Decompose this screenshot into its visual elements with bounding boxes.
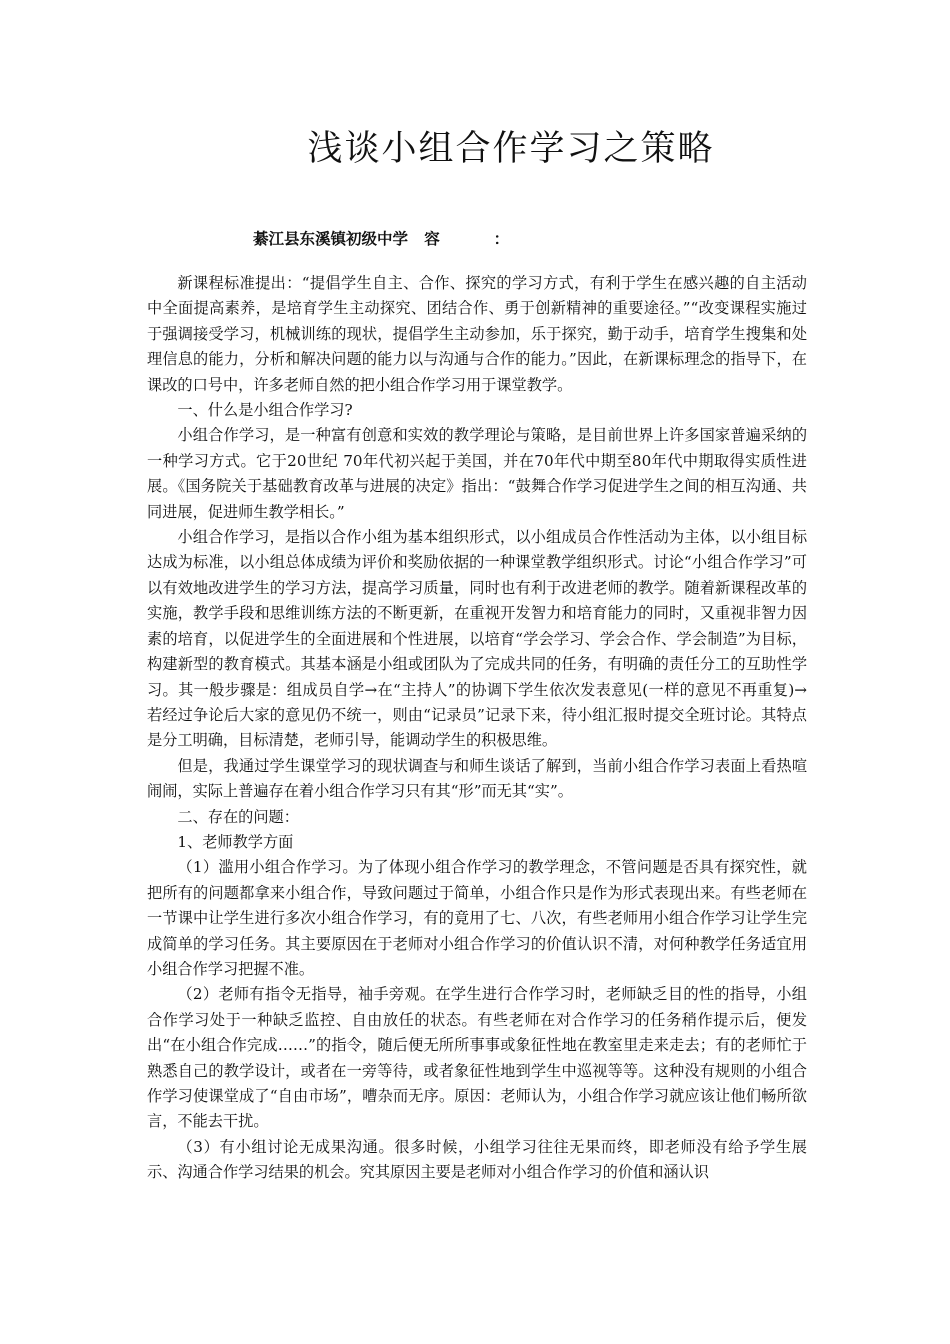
document-body (147, 271, 807, 1186)
section-heading-1: 一、什么是小组合作学习? (177, 401, 353, 420)
paragraph-intro: 新课程标准提出：“提倡学生自主、合作、探究的学习方式，有利于学生在感兴趣的自主活动中全面提高素养，是培育学生主动探究、团结合作、勇于创新精神的重要途径。”“改变课程实施过于强调接受学习，机械训练的现状，提倡学生主动参加，乐于探究，勤于动手，培育学生搜集和处理信息的能力，分析和解决问题的能力以与沟通与合作的能力。”因此，在新课标理念的指导下，在课改的口号中，许多老师自然的把小组合作学习用于课堂教学。 (147, 274, 807, 394)
paragraph-problem-2: （2）老师有指令无指导，袖手旁观。在学生进行合作学习时，老师缺乏目的性的指导，小组合作学习处于一种缺乏监控、自由放任的状态。有些老师在对合作学习的任务稍作提示后，便发出“在小组合作完成……”的指令，随后便无所所事事或象征性地在教室里走来走去；有的老师忙于熟悉自己的教学设计，或者在一旁等待，或者象征性地到学生中巡视等等。这种没有规则的小组合作学习使课堂成了“自由市场”，嘈杂而无序。原因：老师认为，小组合作学习就应该让他们畅所欲言，不能去干扰。 (147, 985, 807, 1131)
paragraph-problem-3: （3）有小组讨论无成果沟通。很多时候，小组学习往往无果而终，即老师没有给予学生展示、沟通合作学习结果的机会。究其原因主要是老师对小组合作学习的价值和涵认识 (147, 1137, 807, 1182)
section-heading-2: 二、存在的问题： (177, 807, 299, 826)
paragraph-definition-2: 小组合作学习，是指以合作小组为基本组织形式，以小组成员合作性活动为主体，以小组目标达成为标准，以小组总体成绩为评价和奖励依据的一种课堂教学组织形式。讨论“小组合作学习”可以有效地改进学生的学习方法，提高学习质量，同时也有利于改进老师的教学。随着新课程改革的实施，教学手段和思维训练方法的不断更新，在重视开发智力和培育能力的同时，又重视非智力因素的培育，以促进学生的全面进展和个性进展，以培育“学会学习、学会合作、学会制造”为目标，构建新型的教育模式。其基本涵是小组或团队为了完成共同的任务，有明确的责任分工的互助性学习。其一般步骤是：组成员自学→在“主持人”的协调下学生依次发表意见(一样的意见不再重复)→若经过争论后大家的意见仍不统一，则由“记录员”记录下来，待小组汇报时提交全班讨论。其特点是分工明确，目标清楚，老师引导，能调动学生的积极思维。 (147, 528, 807, 750)
paragraph-problem-1: （1）滥用小组合作学习。为了体现小组合作学习的教学理念，不管问题是否具有探究性，就把所有的问题都拿来小组合作，导致问题过于简单，小组合作只是作为形式表现出来。有些老师在一节课中让学生进行多次小组合作学习，有的竟用了七、八次，有些老师用小组合作学习让学生完成简单的学习任务。其主要原因在于老师对小组合作学习的价值认识不清，对何种教学任务适宜用小组合作学习把握不准。 (147, 858, 807, 978)
subsection-heading-1: 1、老师教学方面 (177, 832, 294, 851)
paragraph-status: 但是，我通过学生课堂学习的现状调查与和师生谈话了解到，当前小组合作学习表面上看热喧闹闹，实际上普遍存在着小组合作学习只有其“形”而无其“实”。 (147, 756, 807, 801)
document-title: 浅谈小组合作学习之策略 (307, 129, 715, 169)
author-line: 綦江县东溪镇初级中学 容 ： (253, 229, 510, 248)
paragraph-definition-1: 小组合作学习，是一种富有创意和实效的教学理论与策略，是目前世界上许多国家普遍采纳的一种学习方式。它于20世纪 70年代初兴起于美国，并在70年代中期至80年代中期取得实质性进展。《国务院关于基础教育改革与进展的决定》指出：“鼓舞合作学习促进学生之间的相互沟通、共同进展，促进师生教学相长。” (147, 426, 807, 521)
